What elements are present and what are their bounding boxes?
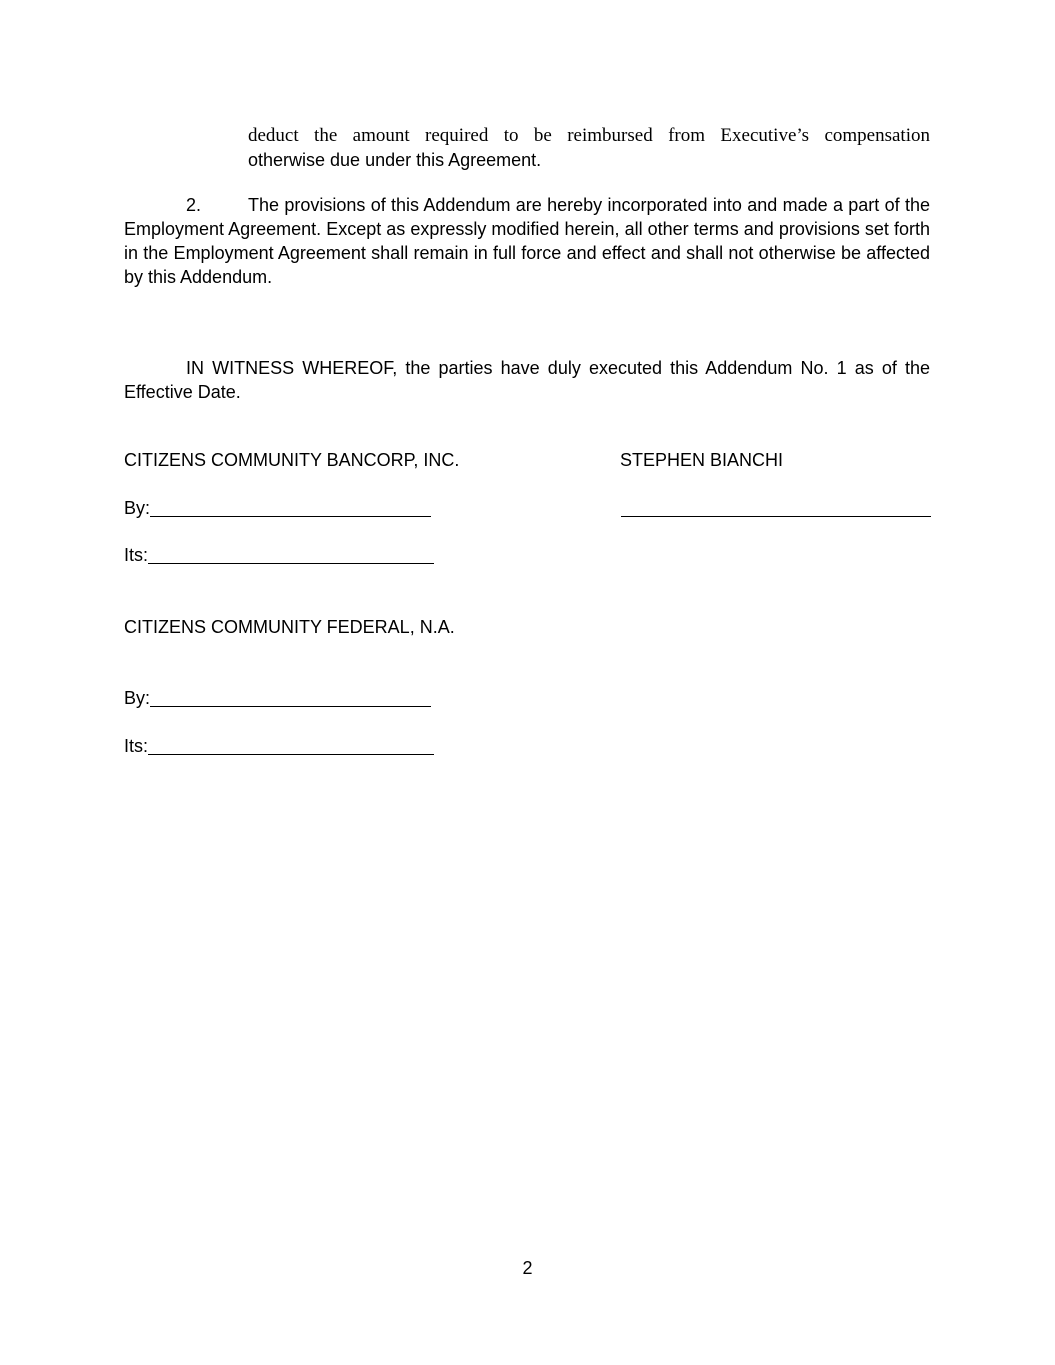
witness-clause: IN WITNESS WHEREOF, the parties have duly executed this Addendum No. 1 as of the Effective Date. <box>124 358 930 402</box>
company1-name: CITIZENS COMMUNITY BANCORP, INC. <box>124 450 460 470</box>
company1-by-row <box>124 496 431 520</box>
company2-its-title-line[interactable] <box>148 736 434 755</box>
continuation-line-1: deduct the amount required to be reimbursed from Executive’s compensation <box>248 125 930 146</box>
page-number: 2 <box>522 1258 533 1278</box>
company1-by-signature-line[interactable] <box>150 498 431 517</box>
company1-its-title-line[interactable] <box>148 545 434 564</box>
paragraph-2 <box>124 193 930 289</box>
company2-its-label: Its: <box>124 736 149 756</box>
continuation-line-2: otherwise due under this Agreement. <box>248 150 542 170</box>
company2-by-signature-line[interactable] <box>150 688 431 707</box>
paragraph-2-text: The provisions of this Addendum are hereby incorporated into and made a part of the Employment Agreement. Except as expressly modified herein, all other terms and provisions set forth in the Employment Agreement shall remain in full force and effect and shall not otherwise be affected by this Addendum. <box>124 195 930 287</box>
company1-by-label: By: <box>124 498 151 518</box>
company2-by-label: By: <box>124 688 151 708</box>
paragraph-2-number: 2. <box>186 195 202 215</box>
company1-its-label: Its: <box>124 545 149 565</box>
executive-signature-line[interactable] <box>621 516 931 517</box>
company2-its-row <box>124 734 434 758</box>
company2-by-row <box>124 686 431 710</box>
company2-name: CITIZENS COMMUNITY FEDERAL, N.A. <box>124 617 455 637</box>
company1-its-row <box>124 543 434 567</box>
executive-name: STEPHEN BIANCHI <box>620 450 784 470</box>
